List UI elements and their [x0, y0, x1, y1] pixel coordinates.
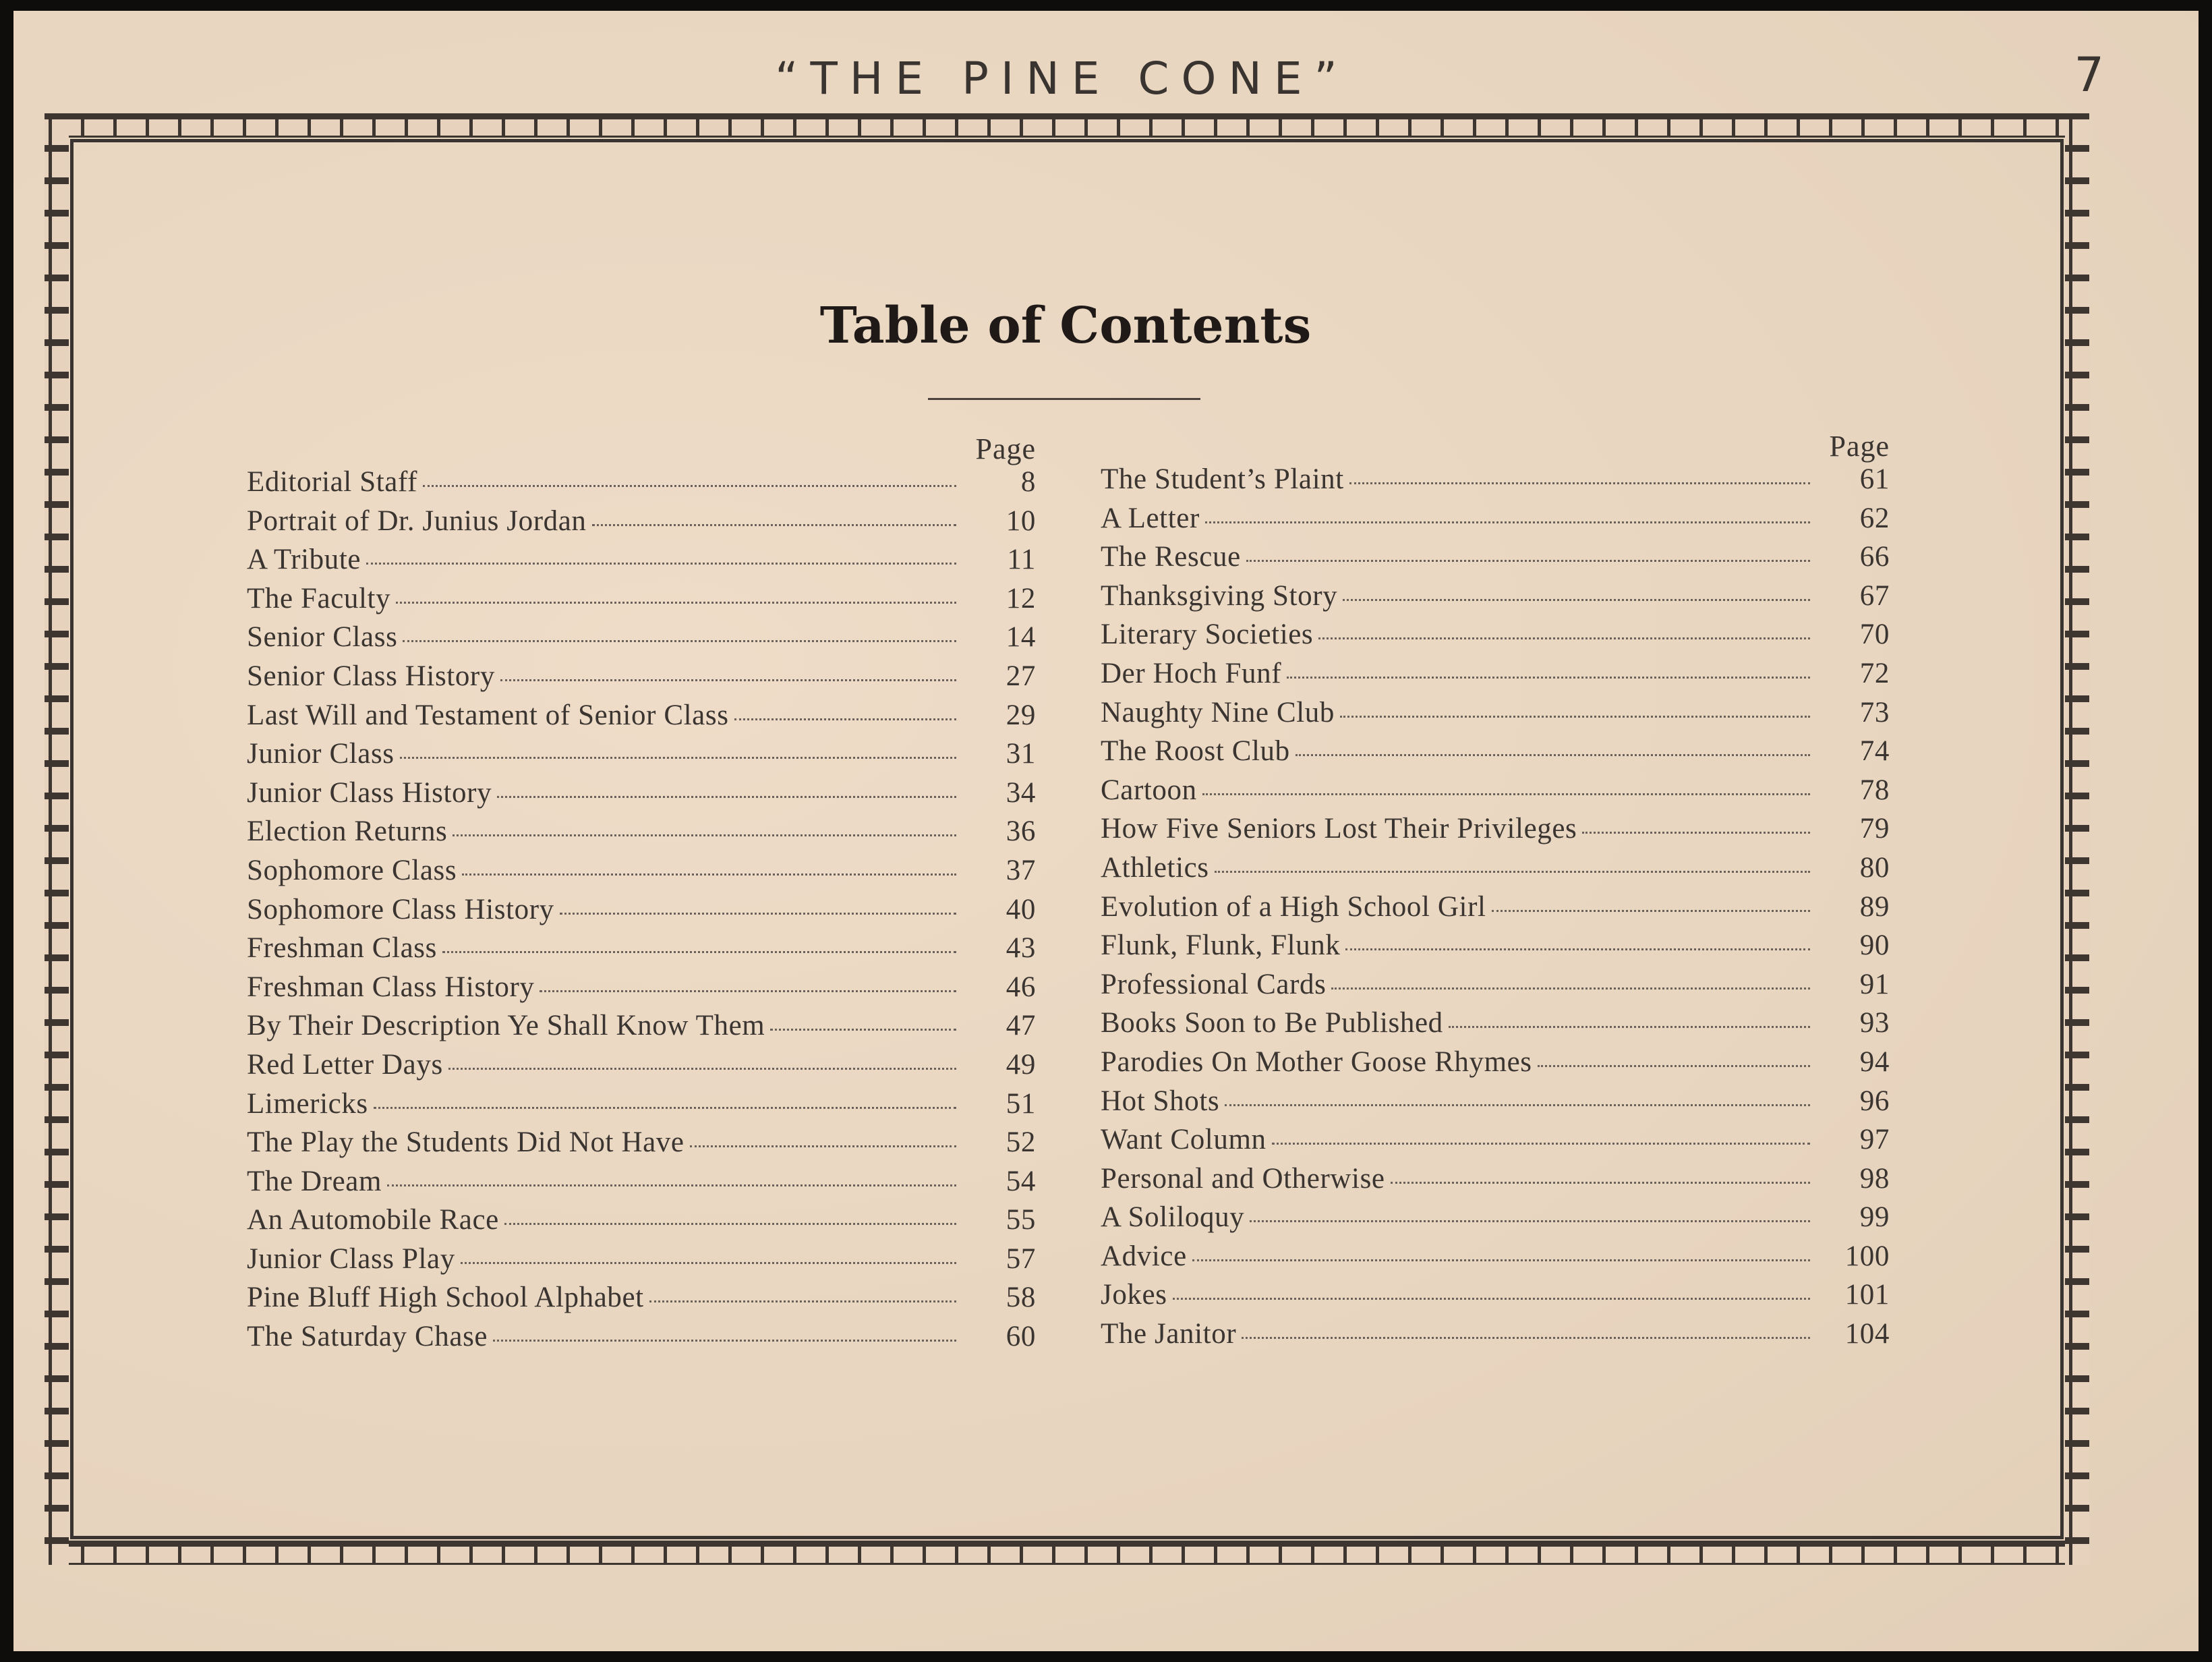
toc-entry-title: Thanksgiving Story: [1101, 579, 1338, 612]
toc-entry: [247, 1009, 1036, 1048]
toc-entry: [1101, 502, 1890, 541]
toc-entry-page: 72: [1859, 657, 1890, 689]
toc-entry-page: 54: [1006, 1165, 1036, 1197]
toc-entry-title: Want Column: [1101, 1124, 1267, 1156]
toc-entry-page: 104: [1844, 1318, 1890, 1350]
toc-entry: [247, 854, 1036, 893]
toc-entry-title: By Their Description Ye Shall Know Them: [247, 1010, 765, 1042]
toc-entry-title: A Letter: [1101, 502, 1200, 534]
toc-entry: [1101, 1278, 1890, 1317]
toc-entry-page: 74: [1859, 735, 1890, 768]
dot-leader: [387, 1184, 956, 1186]
dot-leader: [1205, 521, 1810, 523]
toc-entry: [1101, 1162, 1890, 1201]
toc-entry-page: 47: [1006, 1010, 1036, 1042]
toc-entry-page: 70: [1859, 619, 1890, 651]
dot-leader: [403, 640, 956, 642]
toc-entry-title: The Janitor: [1101, 1318, 1237, 1350]
toc-entry: [247, 505, 1036, 544]
dot-leader: [1173, 1298, 1810, 1300]
toc-entry-title: Portrait of Dr. Junius Jordan: [247, 505, 587, 537]
toc-entry: [1101, 890, 1890, 929]
toc-entry-title: The Saturday Chase: [247, 1321, 488, 1353]
toc-entry: [247, 660, 1036, 699]
toc-entry-page: 89: [1859, 890, 1890, 923]
toc-entry-title: Advice: [1101, 1240, 1187, 1272]
dot-leader: [1349, 482, 1810, 484]
page-number: 7: [2074, 47, 2104, 103]
toc-entry-page: 55: [1006, 1204, 1036, 1236]
toc-entry: [1101, 851, 1890, 890]
toc-entry: [1101, 1201, 1890, 1240]
toc-entry-title: Naughty Nine Club: [1101, 696, 1335, 728]
toc-entry: [247, 1281, 1036, 1320]
toc-entry-title: Books Soon to Be Published: [1101, 1007, 1443, 1039]
toc-entry: [1101, 774, 1890, 813]
toc-entry-title: The Roost Club: [1101, 735, 1290, 768]
dot-leader: [453, 834, 956, 836]
toc-entry: [247, 737, 1036, 776]
dot-leader: [734, 718, 956, 720]
dot-leader: [442, 951, 956, 953]
greek-key-border-left: [45, 113, 69, 1565]
dot-leader: [1318, 637, 1810, 639]
toc-entry: [247, 543, 1036, 582]
toc-entry-page: 14: [1006, 621, 1036, 654]
toc-entry-page: 10: [1006, 505, 1036, 537]
dot-leader: [592, 524, 956, 526]
toc-entry-page: 80: [1859, 851, 1890, 884]
toc-entry-list: [1101, 463, 1890, 1356]
toc-entry: [1101, 735, 1890, 774]
toc-entry-title: The Rescue: [1101, 541, 1241, 573]
toc-entry-title: A Tribute: [247, 544, 361, 576]
greek-key-border-top: [45, 113, 2089, 138]
toc-entry-page: 49: [1006, 1048, 1036, 1081]
dot-leader: [1246, 560, 1810, 562]
dot-leader: [540, 990, 956, 992]
dot-leader: [366, 563, 956, 565]
dot-leader: [649, 1300, 956, 1302]
toc-entry: [1101, 463, 1890, 502]
toc-entry-title: Junior Class History: [247, 776, 492, 809]
toc-entry-page: 99: [1859, 1201, 1890, 1234]
toc-entry-page: 91: [1859, 968, 1890, 1000]
toc-entry: [1101, 618, 1890, 657]
toc-entry: [247, 815, 1036, 854]
toc-entry: [1101, 1006, 1890, 1045]
toc-entry: [247, 582, 1036, 621]
dot-leader: [500, 679, 956, 681]
toc-entry-page: 34: [1006, 776, 1036, 809]
toc-entry-page: 43: [1006, 932, 1036, 965]
toc-entry: [247, 1048, 1036, 1087]
toc-entry: [1101, 929, 1890, 968]
toc-entry-title: The Dream: [247, 1165, 382, 1197]
toc-entry-title: An Automobile Race: [247, 1204, 499, 1236]
toc-entry-page: 66: [1859, 541, 1890, 573]
toc-entry-page: 62: [1859, 502, 1890, 534]
toc-entry-page: 58: [1006, 1282, 1036, 1314]
toc-entry-title: Hot Shots: [1101, 1085, 1220, 1117]
dot-leader: [1242, 1337, 1809, 1339]
toc-entry-page: 90: [1859, 929, 1890, 962]
toc-entry-page: 73: [1859, 696, 1890, 728]
running-title: “THE PINE CONE”: [775, 53, 1349, 105]
toc-entry-title: Der Hoch Funf: [1101, 657, 1282, 689]
toc-entry: [247, 932, 1036, 971]
toc-entry-page: 37: [1006, 854, 1036, 886]
toc-entry-title: Cartoon: [1101, 774, 1197, 806]
toc-entry-title: Athletics: [1101, 851, 1209, 884]
dot-leader: [1391, 1182, 1810, 1184]
toc-entry-title: Senior Class History: [247, 660, 495, 692]
toc-entry-page: 60: [1006, 1321, 1036, 1353]
dot-leader: [1215, 871, 1810, 873]
page-column-heading: Page: [1829, 430, 1890, 463]
dot-leader: [1343, 599, 1810, 601]
greek-key-border-right: [2065, 113, 2089, 1565]
toc-entry-title: Sophomore Class: [247, 854, 457, 886]
toc-entry: [1101, 1240, 1890, 1279]
toc-entry: [1101, 657, 1890, 696]
toc-entry-title: The Student’s Plaint: [1101, 463, 1344, 495]
dot-leader: [1272, 1143, 1810, 1145]
dot-leader: [448, 1068, 956, 1070]
toc-entry: [247, 971, 1036, 1010]
toc-entry-page: 27: [1006, 660, 1036, 692]
toc-entry-page: 96: [1859, 1085, 1890, 1117]
dot-leader: [396, 602, 956, 604]
toc-entry-title: Freshman Class History: [247, 971, 535, 1003]
dot-leader: [1296, 754, 1810, 756]
toc-entry-title: A Soliloquy: [1101, 1201, 1245, 1234]
toc-entry-title: Junior Class Play: [247, 1242, 455, 1275]
dot-leader: [1492, 910, 1810, 912]
toc-entry-page: 12: [1006, 582, 1036, 614]
toc-entry-title: Freshman Class: [247, 932, 437, 965]
toc-entry: [247, 699, 1036, 738]
toc-entry-page: 8: [1020, 466, 1036, 498]
toc-entry-title: Literary Societies: [1101, 619, 1314, 651]
dot-leader: [1449, 1026, 1810, 1028]
toc-entry-page: 61: [1859, 463, 1890, 495]
toc-entry-page: 36: [1006, 815, 1036, 848]
dot-leader: [1287, 677, 1810, 679]
toc-entry-page: 94: [1859, 1045, 1890, 1078]
toc-entry: [1101, 1123, 1890, 1162]
dot-leader: [423, 485, 956, 487]
toc-entry: [1101, 1045, 1890, 1085]
page-column-heading: Page: [975, 432, 1036, 465]
dot-leader: [504, 1223, 956, 1225]
dot-leader: [1340, 716, 1810, 718]
dot-leader: [560, 913, 956, 915]
toc-entry-title: Evolution of a High School Girl: [1101, 890, 1486, 923]
toc-entry: [247, 1087, 1036, 1126]
dot-leader: [1538, 1065, 1810, 1067]
toc-entry-title: Sophomore Class History: [247, 893, 554, 925]
toc-entry-page: 31: [1006, 738, 1036, 770]
dot-leader: [493, 1340, 956, 1342]
toc-entry: [1101, 812, 1890, 851]
dot-leader: [1202, 793, 1810, 795]
toc-entry-title: Flunk, Flunk, Flunk: [1101, 929, 1341, 962]
toc-entry: [247, 1320, 1036, 1359]
toc-entry-page: 46: [1006, 971, 1036, 1003]
toc-entry-title: Election Returns: [247, 815, 448, 848]
toc-entry: [247, 621, 1036, 660]
title-divider: [928, 398, 1200, 400]
dot-leader: [374, 1107, 956, 1109]
toc-entry-title: Pine Bluff High School Alphabet: [247, 1282, 644, 1314]
dot-leader: [400, 757, 956, 759]
toc-entry: [1101, 696, 1890, 735]
dot-leader: [1192, 1259, 1810, 1261]
dot-leader: [770, 1029, 956, 1031]
toc-entry: [247, 893, 1036, 932]
toc-entry-title: Limericks: [247, 1087, 368, 1120]
toc-entry: [247, 776, 1036, 815]
toc-entry: [247, 1165, 1036, 1204]
toc-entry-title: Editorial Staff: [247, 466, 418, 498]
toc-entry-page: 57: [1006, 1242, 1036, 1275]
toc-entry-title: How Five Seniors Lost Their Privileges: [1101, 813, 1577, 845]
toc-entry-page: 11: [1007, 544, 1036, 576]
toc-entry-page: 78: [1859, 774, 1890, 806]
toc-entry-list: [247, 465, 1036, 1359]
toc-entry-page: 79: [1859, 813, 1890, 845]
dot-leader: [1250, 1220, 1810, 1222]
toc-entry-title: Jokes: [1101, 1279, 1167, 1311]
toc-entry-title: Parodies On Mother Goose Rhymes: [1101, 1045, 1532, 1078]
greek-key-border-bottom: [45, 1541, 2089, 1565]
toc-title: Table of Contents: [819, 297, 1312, 355]
toc-entry: [1101, 1085, 1890, 1124]
toc-entry: [1101, 968, 1890, 1007]
dot-leader: [497, 796, 956, 798]
toc-entry-page: 40: [1006, 893, 1036, 925]
toc-entry-title: The Faculty: [247, 582, 391, 614]
toc-entry: [247, 1242, 1036, 1282]
toc-entry-title: Junior Class: [247, 738, 395, 770]
dot-leader: [461, 1262, 956, 1264]
toc-entry: [247, 1203, 1036, 1242]
toc-entry: [247, 465, 1036, 505]
dot-leader: [690, 1145, 956, 1147]
toc-entry: [1101, 1317, 1890, 1356]
toc-entry-title: Last Will and Testament of Senior Class: [247, 699, 729, 731]
toc-entry-page: 100: [1844, 1240, 1890, 1272]
toc-entry: [1101, 540, 1890, 579]
toc-entry: [1101, 579, 1890, 619]
toc-entry-title: Senior Class: [247, 621, 398, 654]
toc-entry-title: Professional Cards: [1101, 968, 1327, 1000]
toc-entry-page: 67: [1859, 579, 1890, 612]
toc-entry: [247, 1126, 1036, 1165]
toc-entry-page: 93: [1859, 1007, 1890, 1039]
dot-leader: [1582, 832, 1810, 834]
toc-entry-title: The Play the Students Did Not Have: [247, 1126, 685, 1159]
toc-entry-page: 51: [1006, 1087, 1036, 1120]
toc-entry-page: 101: [1844, 1279, 1890, 1311]
toc-entry-title: Red Letter Days: [247, 1048, 443, 1081]
dot-leader: [1225, 1104, 1810, 1106]
toc-entry-page: 29: [1006, 699, 1036, 731]
toc-entry-page: 98: [1859, 1162, 1890, 1195]
toc-entry-title: Personal and Otherwise: [1101, 1162, 1385, 1195]
toc-entry-page: 52: [1006, 1126, 1036, 1159]
toc-entry-page: 97: [1859, 1124, 1890, 1156]
dot-leader: [1345, 948, 1810, 950]
dot-leader: [1331, 987, 1810, 990]
dot-leader: [462, 873, 956, 876]
